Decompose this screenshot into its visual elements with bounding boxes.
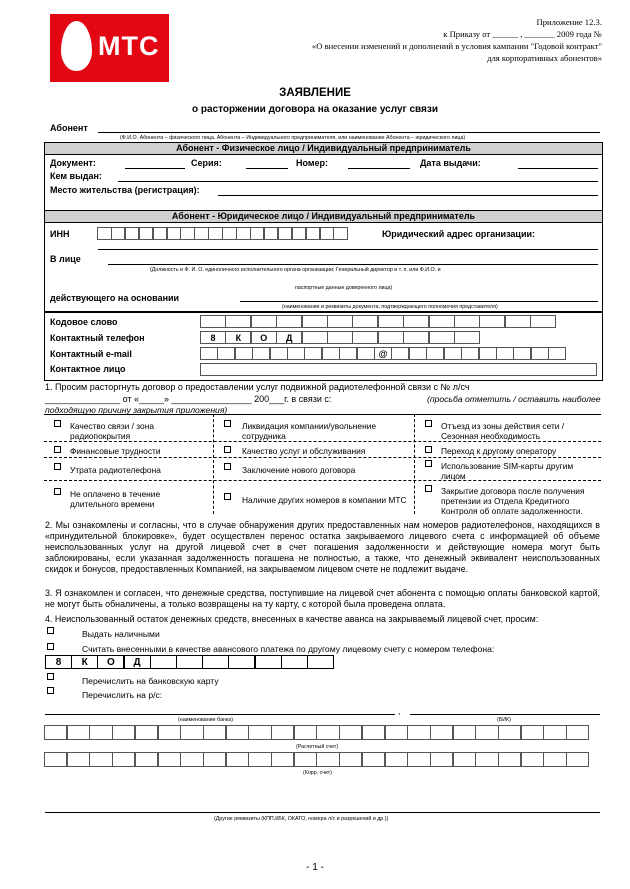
p1-line2: _______________ от «_____» ________________ 200___г. в связи с:	[45, 394, 332, 404]
contact-person-field[interactable]	[200, 363, 597, 376]
bank-name-field[interactable]	[45, 714, 395, 715]
reason-label: Качество связи / зона радиопокрытия	[70, 421, 154, 441]
corr-account-hint: (Корр. счет)	[303, 770, 332, 776]
bank-comma: ,	[398, 706, 401, 716]
series-label: Серия:	[191, 158, 222, 168]
reasons-row-rule	[44, 457, 601, 458]
other-details-hint: (Другие реквизиты (КПП,КБК, ОКАТО, номера л/с и разрешений и др.))	[214, 816, 389, 822]
represented-hint: (Должность и Ф. И. О. единоличного исполнительного органа организации; Генеральный директор и т. п. или Ф.И.О. и	[150, 267, 441, 273]
option-label: Перечислить на р/с:	[82, 690, 163, 700]
residence-label: Место жительства (регистрация):	[50, 185, 200, 195]
reason-checkbox[interactable]	[425, 485, 432, 492]
individual-header: Абонент - Физическое лицо / Индивидуальный предприниматель	[44, 142, 603, 155]
phone-cells[interactable]	[200, 331, 479, 344]
bank-name-hint: (наименование банка)	[178, 717, 233, 723]
account-hint: (Расчетный счет)	[296, 744, 339, 750]
reasons-row-rule	[44, 441, 601, 442]
codeword-label: Кодовое слово	[50, 317, 118, 327]
at-sign: @	[374, 347, 392, 360]
reason-checkbox[interactable]	[54, 446, 61, 453]
reason-label: Переход к другому оператору	[441, 446, 557, 456]
basis-field[interactable]	[240, 301, 598, 302]
issue-date-label: Дата выдачи:	[420, 158, 481, 168]
order-reference	[292, 16, 602, 64]
phone-cells-2[interactable]	[45, 655, 333, 669]
page-number: - 1 -	[306, 862, 324, 873]
subscriber-hint: (Ф.И.О. Абонента – физического лица, Абонента – Индивидуального предпринимателя, или наименование Абонента – юридического лица)	[120, 135, 466, 141]
subscriber-field[interactable]	[98, 132, 600, 133]
passport-hint: паспортные данные доверенного лица)	[295, 285, 393, 291]
reason-checkbox[interactable]	[54, 420, 61, 427]
represented-field[interactable]	[108, 264, 598, 265]
subscriber-label: Абонент	[50, 123, 88, 133]
logo-text: МТС	[98, 31, 160, 61]
reason-checkbox[interactable]	[54, 463, 61, 470]
basis-hint: (наименование и реквизиты документа, подтверждающего полномочия представителя)	[282, 304, 498, 310]
codeword-cells[interactable]	[200, 315, 556, 328]
document-label: Документ:	[50, 158, 96, 168]
reason-checkbox[interactable]	[224, 493, 231, 500]
account-cells[interactable]	[44, 725, 589, 740]
issued-by-label: Кем выдан:	[50, 171, 102, 181]
other-details-field[interactable]	[45, 812, 600, 813]
phone-prefix: 8	[45, 655, 72, 669]
option-label: Выдать наличными	[82, 629, 160, 639]
bik-field[interactable]	[410, 714, 600, 715]
reason-checkbox[interactable]	[54, 488, 61, 495]
reason-checkbox[interactable]	[224, 446, 231, 453]
paragraph-2: 2. Мы ознакомлены и согласны, что в случае обнаружения других предоставленных нам номеров радиотелефонов, находящихся в «принудительной блокировке», будет осуществлен перенос остатка закрываемого лицевого счета с информацией об объеме неиспользованных услуг на другой лицевой счет в счет погашения задолженности и действующие номера могут быть заблокированы, если указанная задолженность погашена не полностью, а также, что денежный эквивалент неиспользованных скидок и бонусов, предоставленных Компанией, на закрываемом лицевом счете не подлежит выдаче.	[45, 520, 600, 574]
reason-label: Отъезд из зоны действия сети / Сезонная необходимость	[441, 421, 565, 441]
option-checkbox[interactable]	[47, 673, 54, 680]
email-cells[interactable]	[200, 347, 566, 360]
number-label: Номер:	[296, 158, 329, 168]
number-field[interactable]	[348, 168, 410, 169]
address-label: Юридический адрес организации:	[382, 229, 536, 239]
reason-label: Ликвидация компании/увольнение сотрудника	[242, 421, 377, 441]
phone-prefix: Д	[124, 655, 151, 669]
reasons-top-rule	[44, 414, 601, 415]
phone-prefix: О	[97, 655, 124, 669]
reasons-divider	[213, 414, 214, 514]
option-checkbox[interactable]	[47, 687, 54, 694]
phone-prefix: Д	[276, 331, 302, 344]
egg-icon	[61, 21, 92, 71]
p1-line1: 1. Просим расторгнуть договор о предоставлении услуг подвижной радиотелефонной связи с № л/сч	[45, 382, 470, 392]
document-field[interactable]	[125, 168, 185, 169]
issued-by-field[interactable]	[118, 181, 598, 182]
issue-date-field[interactable]	[518, 168, 598, 169]
legal-header: Абонент - Юридическое лицо / Индивидуальный предприниматель	[44, 210, 603, 223]
reason-checkbox[interactable]	[425, 460, 432, 467]
contact-person-label: Контактное лицо	[50, 364, 126, 374]
order-line: «О внесении изменений и дополнений в условия кампании "Годовой контракт"	[311, 41, 602, 51]
phone-label: Контактный телефон	[50, 333, 145, 343]
basis-label: действующего на основании	[50, 293, 180, 303]
corr-account-cells[interactable]	[44, 752, 589, 767]
reason-label: Использование SIM-карты другим лицом	[441, 461, 574, 481]
option-checkbox[interactable]	[47, 627, 54, 634]
option-checkbox[interactable]	[47, 643, 54, 650]
reason-label: Заключение нового договора	[242, 465, 356, 475]
series-field[interactable]	[246, 168, 288, 169]
reason-checkbox[interactable]	[224, 420, 231, 427]
p1-line2-hint: (просьба отметить / оставить наиболее	[427, 394, 601, 404]
bik-hint: (БИК)	[497, 717, 511, 723]
option-label: Перечислить на банковскую карту	[82, 676, 219, 686]
reason-checkbox[interactable]	[224, 463, 231, 470]
paragraph-3: 3. Я ознакомлен и согласен, что денежные средства, поступившие на лицевой счет абонента с помощью оплаты банковской картой, не могут быть обналичены, а только возвращены на ту карту, с которой была проведена оплата.	[45, 588, 600, 609]
reason-label: Наличие других номеров в компании МТС	[242, 495, 407, 505]
phone-prefix: О	[251, 331, 277, 344]
inn-label: ИНН	[50, 229, 70, 239]
phone-prefix: К	[71, 655, 98, 669]
address-field[interactable]	[98, 249, 598, 250]
phone-prefix: 8	[200, 331, 226, 344]
reason-checkbox[interactable]	[425, 420, 432, 427]
page-title: ЗАЯВЛЕНИЕ	[279, 87, 351, 99]
order-line: к Приказу от ______ , _______ 2009 года №	[443, 29, 602, 39]
reason-label: Финансовые трудности	[70, 446, 161, 456]
mts-logo	[50, 14, 169, 82]
residence-field[interactable]	[218, 195, 598, 196]
order-line: Приложение 12.3.	[536, 17, 602, 27]
order-line: для корпоративных абонентов»	[487, 53, 602, 63]
reason-label: Закрытие договора после получения претензии из Отдела Кредитного Контроля об оплате задолженности.	[441, 486, 585, 516]
inn-cells[interactable]	[97, 227, 347, 240]
page-subtitle: о расторжении договора на оказание услуг связи	[191, 104, 438, 115]
paragraph-4: 4. Неиспользованный остаток денежных средств, внесенных в качестве аванса на закрываемый лицевой счет, просим:	[45, 614, 539, 624]
email-label: Контактный e-mail	[50, 349, 132, 359]
reason-label: Утрата радиотелефона	[70, 465, 161, 475]
reasons-divider	[414, 414, 415, 514]
reason-checkbox[interactable]	[425, 446, 432, 453]
phone-prefix: К	[225, 331, 251, 344]
reason-label: Качество услуг и обслуживания	[242, 446, 366, 456]
reason-label: Не оплачено в течение длительного времени	[70, 489, 161, 509]
p1-line3: подходящую причину закрытия приложения)	[45, 405, 228, 415]
represented-label: В лице	[50, 254, 81, 264]
option-label: Считать внесенными в качестве авансового платежа по другому лицевому счету с номером телефона:	[82, 644, 495, 654]
